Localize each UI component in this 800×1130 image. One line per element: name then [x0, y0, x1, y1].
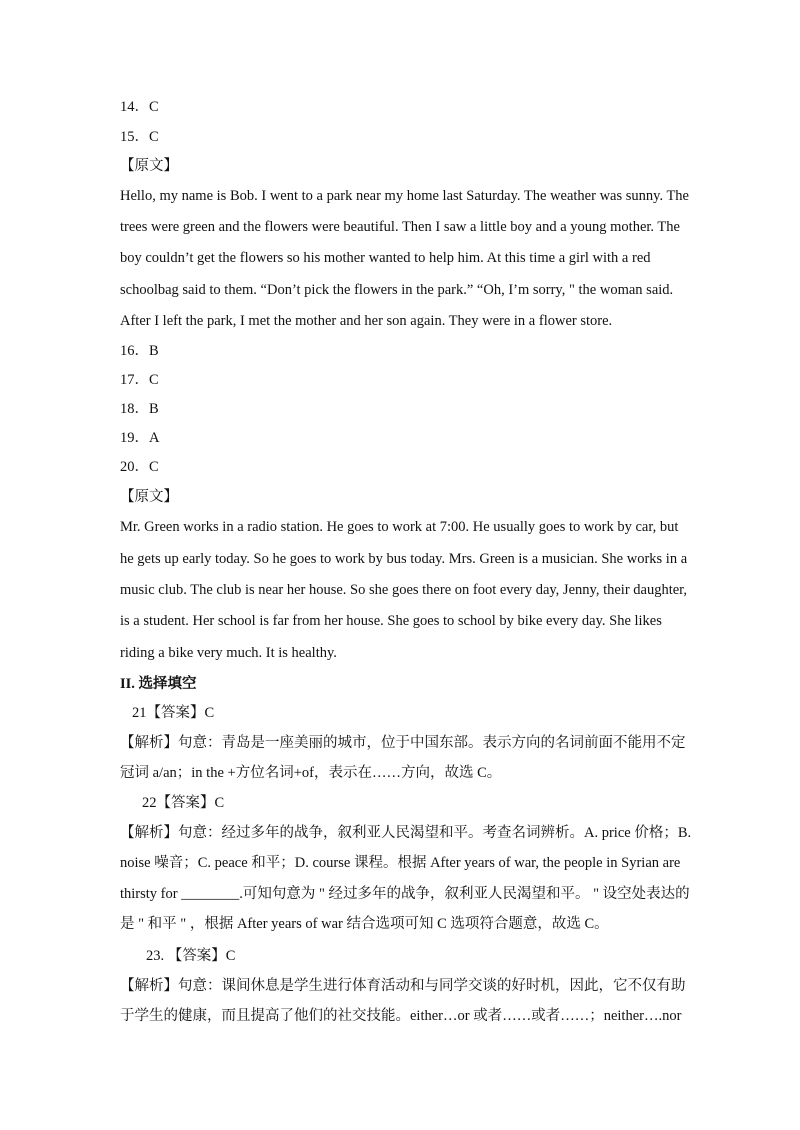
q23-analysis-line: 【解析】句意：课间休息是学生进行体育活动和与同学交谈的好时机，因此，它不仅有助 — [120, 978, 686, 994]
passage-line: riding a bike very much. It is healthy. — [120, 645, 337, 661]
section-title: II. 选择填空 — [120, 676, 197, 692]
q21-answer: 21【答案】C — [132, 705, 215, 721]
passage-line: schoolbag said to them. “Don’t pick the flowers in the park.” “Oh, I’m sorry, " the woman said. — [120, 282, 674, 298]
q22-analysis-line: 是 " 和平 " ，根据 After years of war 结合选项可知 C 选项符合题意，故选 C。 — [120, 916, 609, 932]
transcript-header: 【原文】 — [120, 489, 178, 505]
passage-line: boy couldn’t get the flowers so his mother wanted to help him. At this time a girl with a red — [120, 250, 651, 266]
q22-answer: 22【答案】C — [142, 795, 225, 811]
passage-line: Mr. Green works in a radio station. He goes to work at 7:00. He usually goes to work by car, but — [120, 519, 679, 535]
answer-20: 20．C — [120, 459, 159, 475]
q22-analysis-line: thirsty for ________.可知句意为 " 经过多年的战争，叙利亚人民渴望和平。 " 设空处表达的 — [120, 886, 690, 902]
passage-line: music club. The club is near her house. So she goes there on foot every day, Jenny, their daughter, — [120, 582, 688, 598]
q22-analysis-line: 【解析】句意：经过多年的战争，叙利亚人民渴望和平。考查名词辨析。A. price 价格；B. — [120, 825, 692, 841]
q22-analysis-line: noise 噪音；C. peace 和平；D. course 课程。根据 After years of war, the people in Syrian are — [120, 855, 681, 871]
answer-16: 16．B — [120, 343, 159, 359]
passage-line: trees were green and the flowers were beautiful. Then I saw a little boy and a young mother. The — [120, 219, 680, 235]
passage-line: After I left the park, I met the mother and her son again. They were in a flower store. — [120, 313, 613, 329]
transcript-header: 【原文】 — [120, 158, 178, 174]
q23-analysis-line: 于学生的健康，而且提高了他们的社交技能。either…or 或者……或者……；neither….nor — [120, 1008, 682, 1024]
q23-answer: 23. 【答案】C — [146, 948, 236, 964]
passage-line: Hello, my name is Bob. I went to a park near my home last Saturday. The weather was sunny. The — [120, 188, 689, 204]
q21-analysis-line: 【解析】句意：青岛是一座美丽的城市，位于中国东部。表示方向的名词前面不能用不定 — [120, 735, 686, 751]
answer-15: 15．C — [120, 129, 159, 145]
passage-line: is a student. Her school is far from her house. She goes to school by bike every day. She likes — [120, 613, 662, 629]
passage-line: he gets up early today. So he goes to work by bus today. Mrs. Green is a musician. She works in a — [120, 551, 688, 567]
answer-17: 17．C — [120, 372, 159, 388]
q21-analysis-line: 冠词 a/an；in the +方位名词+of，表示在……方向，故选 C。 — [120, 765, 502, 781]
answer-18: 18．B — [120, 401, 159, 417]
answer-19: 19．A — [120, 430, 160, 446]
answer-14: 14．C — [120, 99, 159, 115]
